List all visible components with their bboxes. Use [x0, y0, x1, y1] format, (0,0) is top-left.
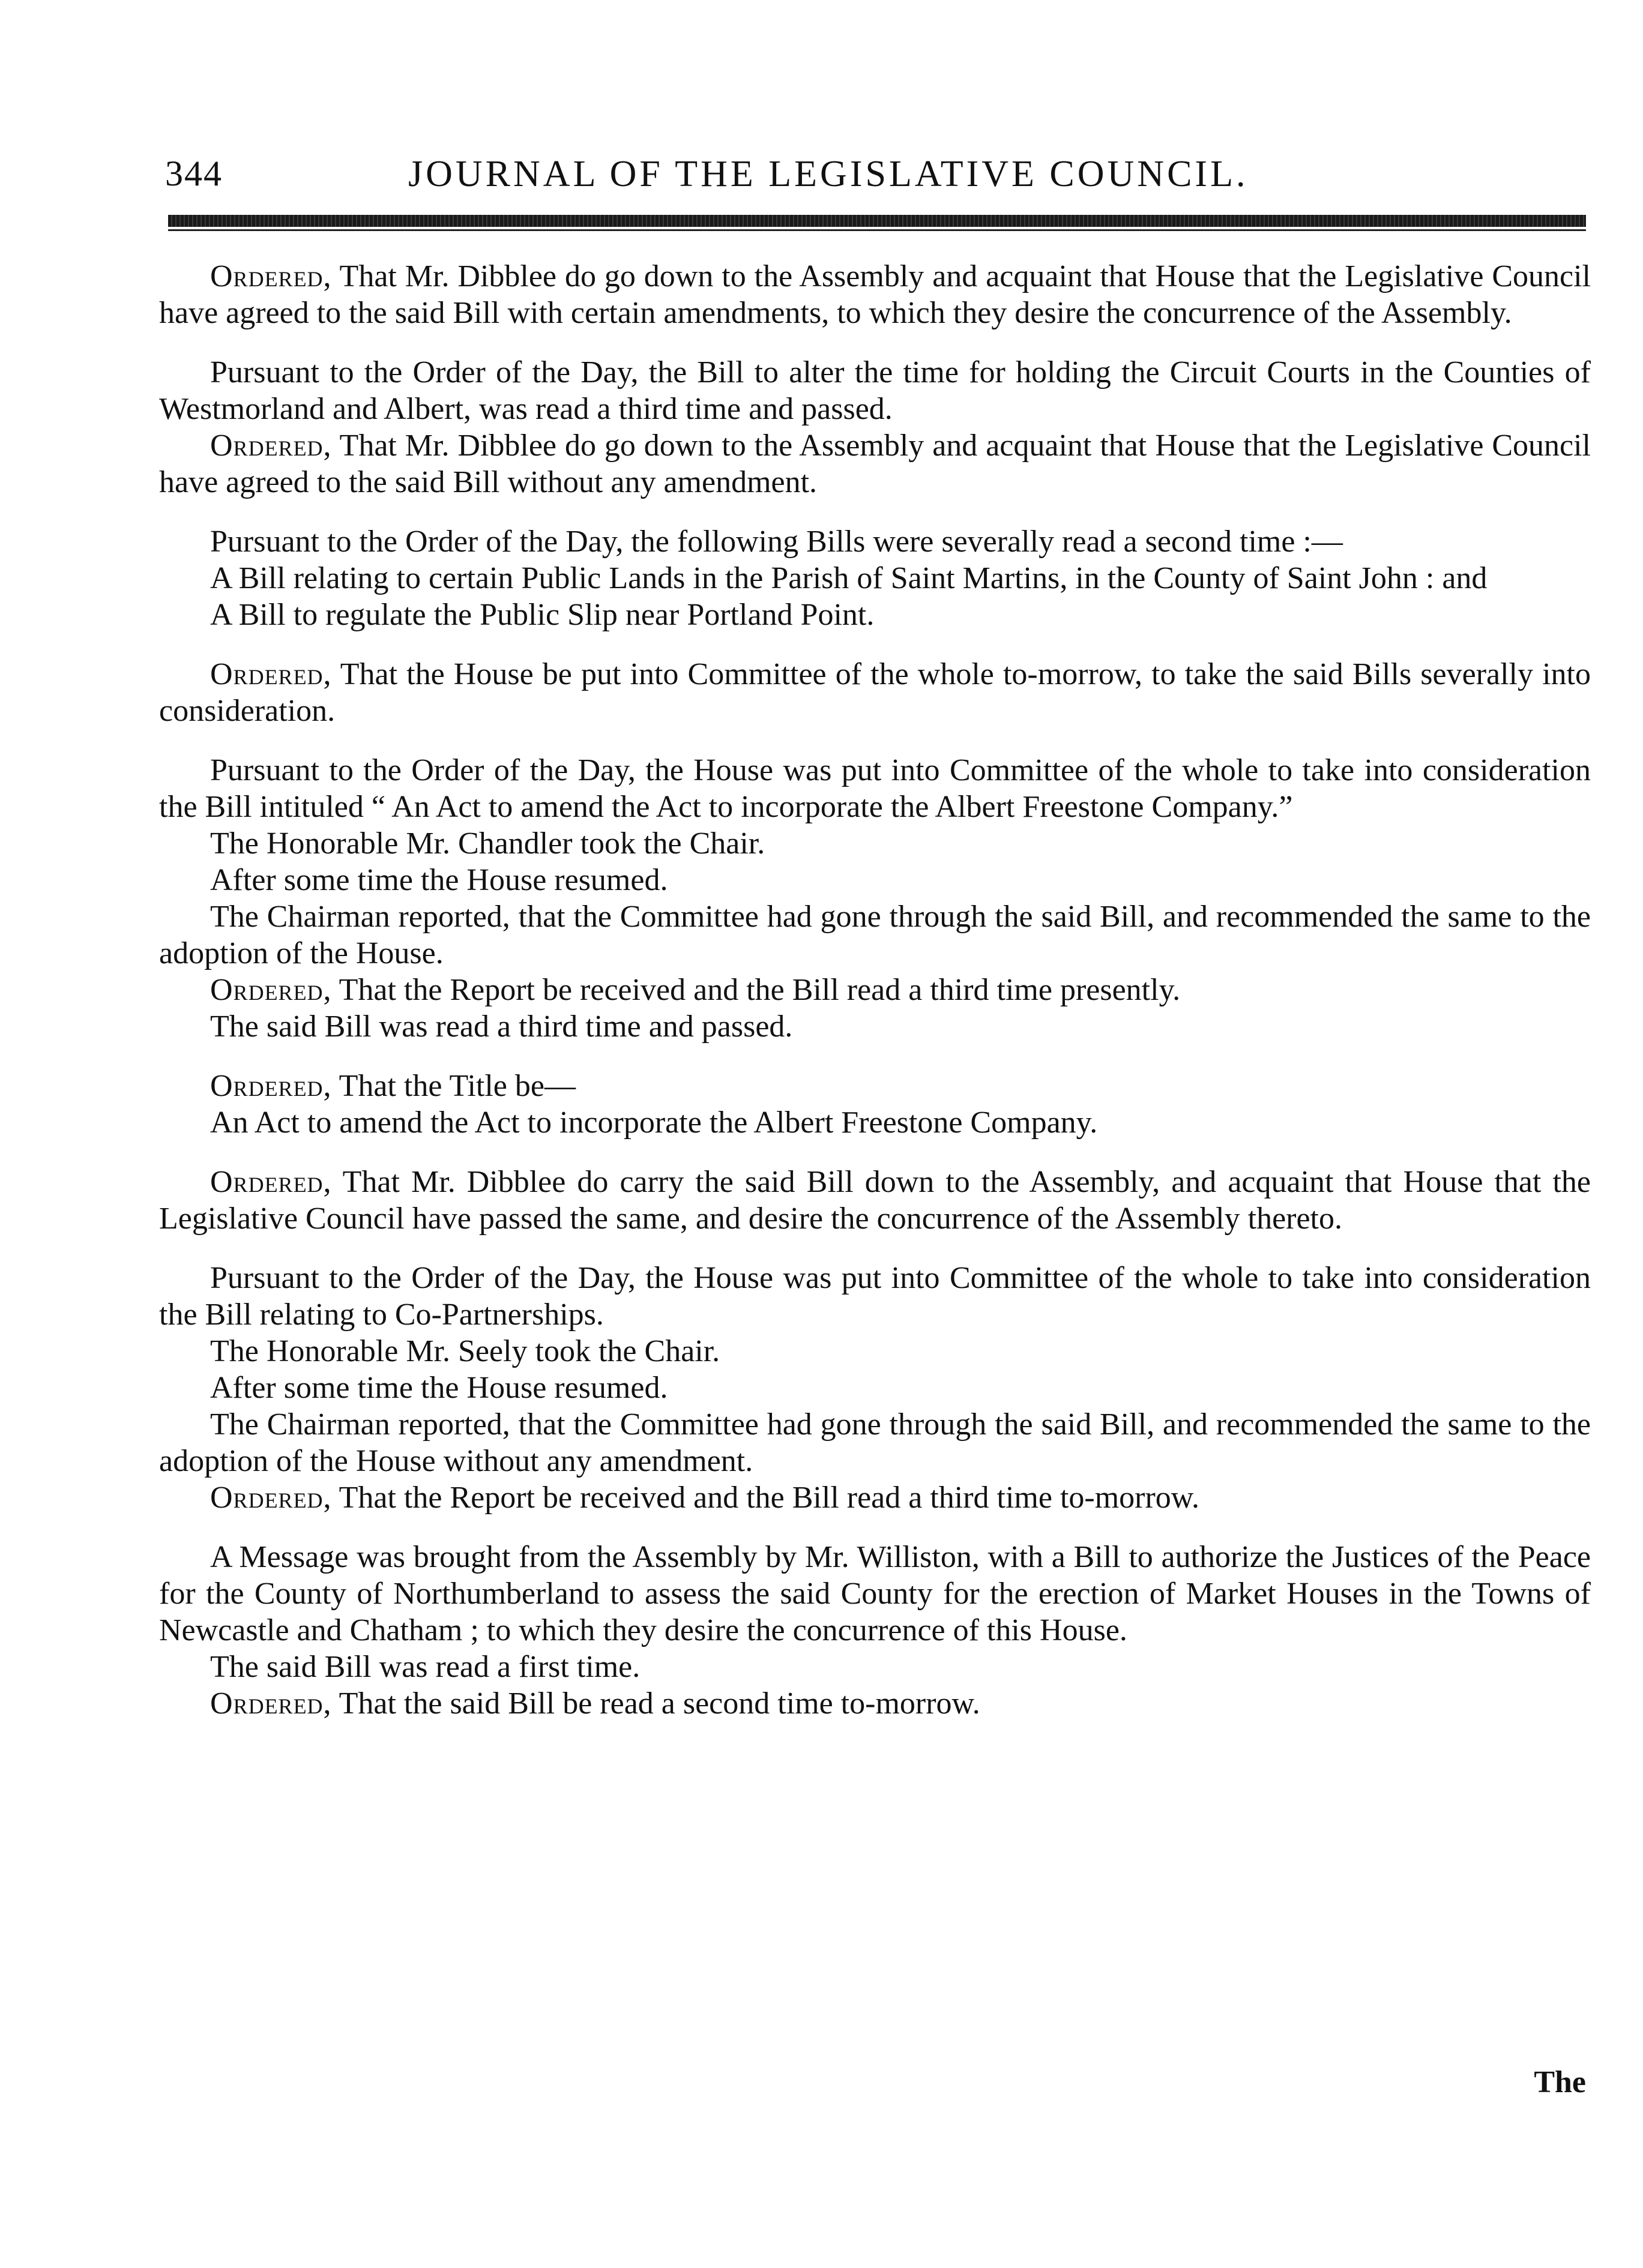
paragraph-text: The Honorable Mr. Chandler took the Chair.	[210, 826, 765, 861]
journal-paragraph	[159, 898, 1591, 972]
paragraph-text: That Mr. Dibblee do go down to the Assembly and acquaint that House that the Legislative Council have agreed to the said Bill with certain amendments, to which they desire the concurrence of the Assembly.	[159, 259, 1591, 330]
paragraph-text: An Act to amend the Act to incorporate the Albert Freestone Company.	[210, 1105, 1098, 1140]
paragraph-text: That Mr. Dibblee do carry the said Bill down to the Assembly, and acquaint that House that the Legislative Council have passed the same, and desire the concurrence of the Assembly thereto.	[159, 1165, 1591, 1236]
paragraph-text: A Bill to regulate the Public Slip near Portland Point.	[210, 598, 875, 632]
journal-paragraph	[159, 1649, 1591, 1685]
journal-paragraph	[159, 972, 1591, 1008]
journal-paragraph	[159, 1370, 1591, 1406]
journal-paragraph	[159, 523, 1591, 560]
journal-paragraph	[159, 597, 1591, 633]
paragraph-text: After some time the House resumed.	[210, 1371, 668, 1405]
ordered-lead: Ordered,	[210, 1686, 332, 1721]
paragraph-text: Pursuant to the Order of the Day, the House was put into Committee of the whole to take into consideration the Bill relating to Co-Partnerships.	[159, 1261, 1591, 1332]
header-rule	[168, 215, 1586, 227]
journal-paragraph	[159, 258, 1591, 331]
paragraph-text: That the said Bill be read a second time to-morrow.	[331, 1686, 980, 1721]
ordered-lead: Ordered,	[210, 1165, 332, 1199]
ordered-lead: Ordered,	[210, 259, 332, 293]
journal-paragraph	[159, 354, 1591, 427]
journal-paragraph	[159, 1685, 1591, 1722]
journal-paragraph	[159, 1260, 1591, 1333]
paragraph-text: The said Bill was read a third time and passed.	[210, 1009, 793, 1044]
header-rule-thin	[168, 229, 1586, 231]
ordered-lead: Ordered,	[210, 1481, 332, 1515]
paragraph-text: That the Title be—	[331, 1069, 576, 1103]
journal-paragraph	[159, 862, 1591, 898]
paragraph-text: That the House be put into Committee of the whole to-morrow, to take the said Bills severally into consideration.	[159, 657, 1591, 728]
paragraph-text: After some time the House resumed.	[210, 863, 668, 897]
journal-paragraph	[159, 1479, 1591, 1516]
journal-paragraph	[159, 1406, 1591, 1479]
ordered-lead: Ordered,	[210, 429, 332, 463]
paragraph-text: A Bill relating to certain Public Lands in the Parish of Saint Martins, in the County of Saint John : and	[210, 561, 1488, 595]
paragraph-text: The Honorable Mr. Seely took the Chair.	[210, 1334, 720, 1368]
paragraph-text: Pursuant to the Order of the Day, the House was put into Committee of the whole to take into consideration the Bill intituled “ An Act to amend the Act to incorporate the Albert Freestone Company.”	[159, 753, 1591, 824]
page-header	[165, 153, 1588, 207]
journal-body	[159, 258, 1591, 1722]
journal-paragraph	[159, 752, 1591, 825]
running-head: JOURNAL OF THE LEGISLATIVE COUNCIL.	[408, 154, 1249, 194]
paragraph-text: The Chairman reported, that the Committee had gone through the said Bill, and recommended the same to the adoption of the House without any amendment.	[159, 1407, 1591, 1478]
paragraph-text: The said Bill was read a first time.	[210, 1650, 641, 1684]
paragraph-text: That Mr. Dibblee do go down to the Assembly and acquaint that House that the Legislative Council have agreed to the said Bill without any amendment.	[159, 429, 1591, 499]
paragraph-text: That the Report be received and the Bill read a third time to-morrow.	[331, 1481, 1199, 1515]
journal-paragraph	[159, 1539, 1591, 1649]
journal-paragraph	[159, 560, 1591, 597]
journal-paragraph	[159, 427, 1591, 501]
ordered-lead: Ordered,	[210, 657, 332, 691]
paragraph-text: Pursuant to the Order of the Day, the Bill to alter the time for holding the Circuit Courts in the Counties of Westmorland and Albert, was read a third time and passed.	[159, 355, 1591, 426]
paragraph-text: A Message was brought from the Assembly by Mr. Williston, with a Bill to authorize the Justices of the Peace for the County of Northumberland to assess the said County for the erection of Market Houses in the Towns of Newcastle and Chatham ; to which they desire the concurrence of this House.	[159, 1540, 1591, 1647]
ordered-lead: Ordered,	[210, 1069, 332, 1103]
paragraph-text: The Chairman reported, that the Committee had gone through the said Bill, and recommended the same to the adoption of the House.	[159, 900, 1591, 970]
ordered-lead: Ordered,	[210, 973, 332, 1007]
journal-paragraph	[159, 1104, 1591, 1141]
journal-paragraph	[159, 656, 1591, 729]
journal-paragraph	[159, 1333, 1591, 1370]
paragraph-text: Pursuant to the Order of the Day, the following Bills were severally read a second time :—	[210, 525, 1343, 559]
catchword: The	[1534, 2065, 1586, 2099]
journal-paragraph	[159, 1164, 1591, 1237]
journal-paragraph	[159, 825, 1591, 862]
journal-paragraph	[159, 1008, 1591, 1045]
journal-paragraph	[159, 1068, 1591, 1104]
paragraph-text: That the Report be received and the Bill read a third time presently.	[331, 973, 1181, 1007]
page-number: 344	[165, 154, 223, 193]
